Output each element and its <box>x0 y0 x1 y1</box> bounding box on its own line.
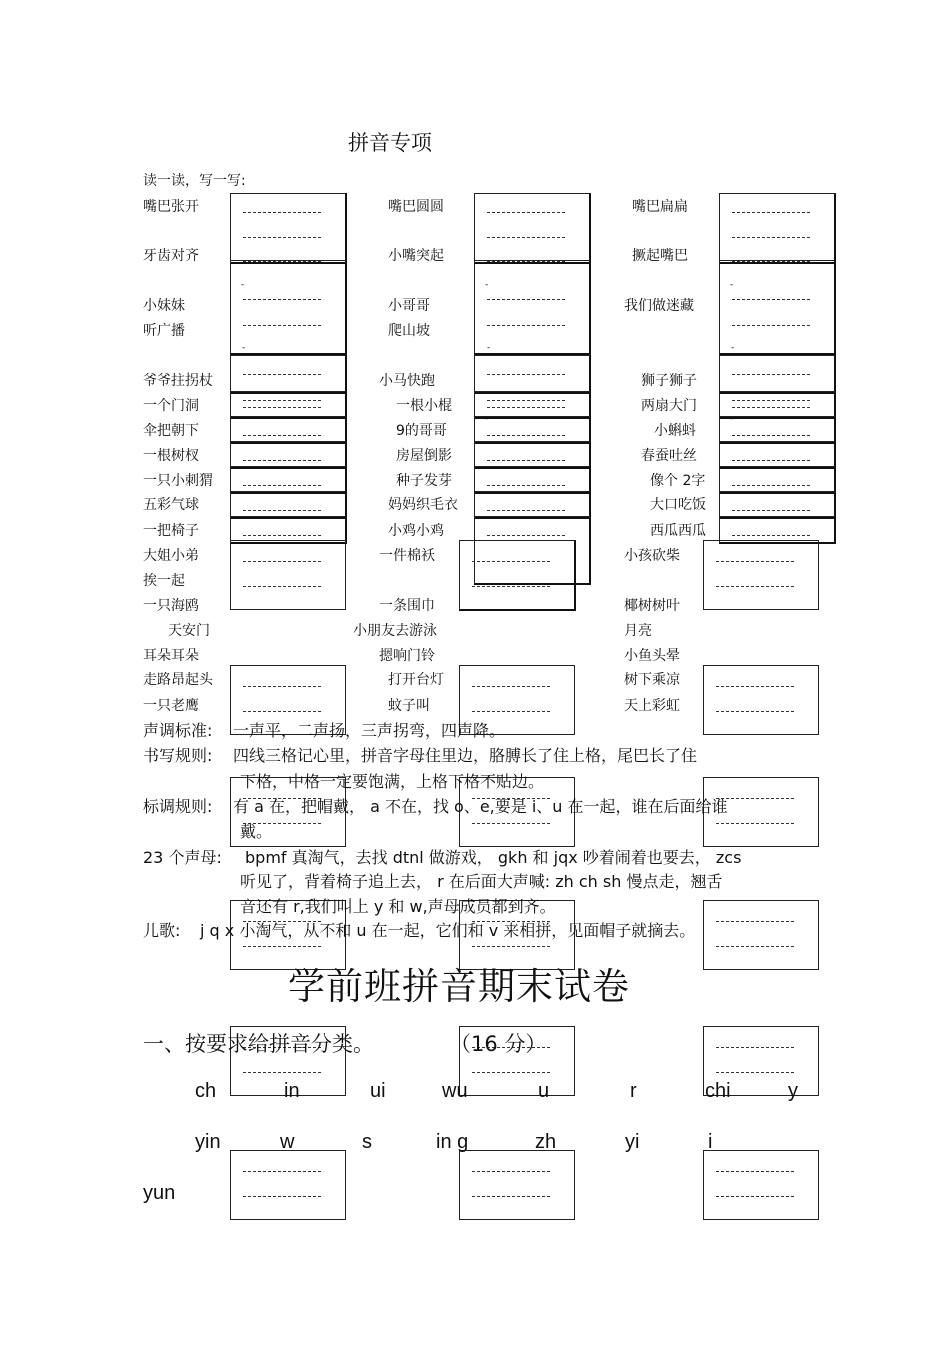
initials-line2: 听见了，背着椅子追上去， r 在后面大声喊: zh ch sh 慢点走，翘舌 <box>240 872 723 891</box>
writing-guide-line <box>732 374 810 375</box>
writing-line2: 下格，中格一定要饱满，上格下格不贴边。 <box>240 772 545 791</box>
writing-box <box>230 193 347 264</box>
writing-box <box>230 391 347 419</box>
writing-box <box>703 540 819 610</box>
writing-box <box>474 260 591 355</box>
word-c1: 一只小刺猬 <box>143 473 213 489</box>
word-c2: 种子发芽 <box>396 473 452 489</box>
writing-box <box>459 540 576 611</box>
word-c3: 狮子狮子 <box>641 373 697 389</box>
word-c1: 牙齿对齐 <box>143 248 199 264</box>
guide-tick-mark: - <box>241 280 245 290</box>
word-c3: 像个 2字 <box>650 473 706 489</box>
word-c1: 天安门 <box>168 623 210 639</box>
writing-guide-line <box>243 686 321 687</box>
word-c1: 一只海鸥 <box>143 598 199 614</box>
writing-box <box>230 416 347 444</box>
pinyin-item: in g <box>436 1131 469 1153</box>
writing-guide-line <box>243 325 321 326</box>
writing-guide-line <box>716 561 794 562</box>
writing-box <box>474 466 591 494</box>
writing-box <box>719 416 836 444</box>
pinyin-item: chi <box>705 1080 731 1102</box>
word-c3: 小孩砍柴 <box>624 548 680 564</box>
writing-guide-line <box>243 400 321 401</box>
pinyin-item: yun <box>143 1182 176 1204</box>
word-c3: 树下乘凉 <box>624 672 680 688</box>
writing-guide-line <box>716 686 794 687</box>
writing-box <box>719 466 836 494</box>
word-c2: 摁响门铃 <box>379 648 435 664</box>
writing-guide-line <box>487 212 565 213</box>
writing-guide-line <box>472 686 550 687</box>
writing-guide-line <box>732 435 810 436</box>
word-c3: 天上彩虹 <box>624 698 680 714</box>
writing-guide-line <box>243 237 321 238</box>
writing-guide-line <box>243 1072 321 1073</box>
word-c2: 房屋倒影 <box>396 448 452 464</box>
writing-box <box>719 193 836 264</box>
writing-guide-line <box>716 1171 794 1172</box>
writing-guide-line <box>716 921 794 922</box>
writing-guide-line <box>732 400 810 401</box>
initials-line1: bpmf 真淘气，去找 dtnl 做游戏， gkh 和 jqx 吵着闹着也要去， zcs <box>245 848 742 867</box>
writing-guide-line <box>243 510 321 511</box>
writing-guide-line <box>243 435 321 436</box>
pinyin-item: in <box>284 1080 300 1102</box>
word-c2: 小哥哥 <box>388 298 430 314</box>
instruction: 读一读，写一写: <box>143 173 246 189</box>
writing-box <box>230 1150 346 1220</box>
tone-text: 一声平，二声扬，三声拐弯，四声降。 <box>233 721 506 740</box>
writing-box <box>703 665 819 735</box>
writing-guide-line <box>243 535 321 536</box>
pinyin-item: yin <box>195 1131 221 1153</box>
writing-box <box>230 355 347 394</box>
word-c2: 爬山坡 <box>388 323 430 339</box>
writing-guide-line <box>472 1072 550 1073</box>
writing-guide-line <box>732 535 810 536</box>
word-c2: 9的哥哥 <box>396 423 447 439</box>
word-c2: 一件棉袄 <box>379 548 435 564</box>
writing-guide-line <box>472 586 550 587</box>
writing-guide-line <box>716 711 794 712</box>
writing-guide-line <box>716 946 794 947</box>
word-c3: 两扇大门 <box>641 398 697 414</box>
writing-guide-line <box>716 1196 794 1197</box>
pinyin-item: u <box>538 1080 550 1102</box>
writing-guide-line <box>487 237 565 238</box>
pinyin-item: yi <box>625 1131 640 1153</box>
writing-guide-line <box>243 407 321 408</box>
word-c1: 五彩气球 <box>143 497 199 513</box>
word-c1: 爷爷拄拐杖 <box>143 373 213 389</box>
word-c1: 一根树杈 <box>143 448 199 464</box>
writing-box <box>703 1150 819 1220</box>
writing-guide-line <box>732 460 810 461</box>
pinyin-item: ui <box>370 1080 386 1102</box>
writing-guide-line <box>487 535 565 536</box>
writing-label: 书写规则: <box>143 746 213 765</box>
writing-guide-line <box>243 586 321 587</box>
word-c2: 小鸡小鸡 <box>388 523 444 539</box>
writing-guide-line <box>487 435 565 436</box>
word-c1: 一只老鹰 <box>143 698 199 714</box>
exam-title: 学前班拼音期末试卷 <box>288 965 630 1008</box>
writing-box <box>474 355 591 394</box>
writing-guide-line <box>732 485 810 486</box>
writing-guide-line <box>243 212 321 213</box>
word-c3: 西瓜西瓜 <box>650 523 706 539</box>
writing-guide-line <box>243 299 321 300</box>
writing-box <box>474 391 591 419</box>
writing-guide-line <box>716 1072 794 1073</box>
word-c2: 妈妈织毛衣 <box>388 497 458 513</box>
word-c3: 月亮 <box>624 623 652 639</box>
word-c1: 大姐小弟 <box>143 548 199 564</box>
writing-guide-line <box>716 586 794 587</box>
guide-tick-mark: - <box>487 343 491 353</box>
word-c1: 挨一起 <box>143 573 185 589</box>
word-c3: 椰树树叶 <box>624 598 680 614</box>
writing-guide-line <box>487 400 565 401</box>
pinyin-item: zh <box>535 1131 557 1153</box>
writing-guide-line <box>732 237 810 238</box>
song-text: j q x 小淘气，从不和 u 在一起，它们和 v 来相拼，见面帽子就摘去。 <box>200 921 696 940</box>
writing-guide-line <box>732 407 810 408</box>
initials-line3: 音还有 r,我们叫上 y 和 w,声母成员都到齐。 <box>240 897 556 916</box>
writing-guide-line <box>243 1171 321 1172</box>
writing-guide-line <box>472 561 550 562</box>
writing-box <box>719 391 836 419</box>
pinyin-item: ch <box>195 1080 217 1102</box>
marking-line1: 有 a 在，把帽戴， a 不在，找 o、e,要是 i、u 在一起，谁在后面给谁 <box>233 797 728 816</box>
writing-guide-line <box>243 1196 321 1197</box>
writing-box <box>474 416 591 444</box>
writing-guide-line <box>472 1171 550 1172</box>
writing-guide-line <box>487 299 565 300</box>
writing-box <box>703 900 819 970</box>
word-c2: 蚊子叫 <box>388 698 430 714</box>
writing-box <box>719 260 836 355</box>
question1-label: 一、按要求给拼音分类。 <box>143 1032 374 1056</box>
writing-box <box>719 441 836 469</box>
writing-guide-line <box>732 325 810 326</box>
writing-box <box>230 441 347 469</box>
guide-tick-mark: - <box>485 414 489 424</box>
writing-box <box>230 491 347 519</box>
word-c1: 一把椅子 <box>143 523 199 539</box>
pinyin-item: wu <box>442 1080 468 1102</box>
writing-guide-line <box>487 374 565 375</box>
writing-guide-line <box>472 711 550 712</box>
word-c3: 嘴巴扁扁 <box>632 199 688 215</box>
writing-box <box>230 260 347 355</box>
song-label: 儿歌: <box>143 921 181 940</box>
writing-guide-line <box>716 798 794 799</box>
writing-guide-line <box>472 823 550 824</box>
word-c1: 伞把朝下 <box>143 423 199 439</box>
writing-box <box>474 193 591 264</box>
guide-tick-mark: - <box>731 343 735 353</box>
word-c3: 小鱼头晕 <box>624 648 680 664</box>
pinyin-item: r <box>630 1080 637 1102</box>
writing-box <box>459 1150 575 1220</box>
word-c1: 一个门洞 <box>143 398 199 414</box>
writing-guide-line <box>243 485 321 486</box>
writing-guide-line <box>732 212 810 213</box>
writing-guide-line <box>243 946 321 947</box>
writing-guide-line <box>487 325 565 326</box>
pinyin-item: w <box>280 1131 295 1153</box>
word-c2: 一根小棍 <box>396 398 452 414</box>
word-c1: 听广播 <box>143 323 185 339</box>
word-c2: 一条围巾 <box>379 598 435 614</box>
word-c3: 我们做迷藏 <box>624 298 694 314</box>
writing-guide-line <box>243 460 321 461</box>
word-c3: 小蝌蚪 <box>654 423 696 439</box>
tone-label: 声调标准: <box>143 721 213 740</box>
section-title: 拼音专项 <box>348 131 432 155</box>
word-c3: 撅起嘴巴 <box>632 248 688 264</box>
writing-guide-line <box>487 460 565 461</box>
writing-guide-line <box>243 561 321 562</box>
writing-guide-line <box>716 1047 794 1048</box>
writing-box <box>474 441 591 469</box>
writing-box <box>474 491 591 519</box>
pinyin-item: i <box>708 1131 713 1153</box>
guide-tick-mark: - <box>242 343 246 353</box>
writing-guide-line <box>732 510 810 511</box>
writing-box <box>719 355 836 394</box>
writing-guide-line <box>487 510 565 511</box>
marking-label: 标调规则: <box>143 797 213 816</box>
writing-line1: 四线三格记心里，拼音字母住里边，胳膊长了住上格，尾巴长了住 <box>233 746 698 765</box>
writing-guide-line <box>243 711 321 712</box>
writing-guide-line <box>487 407 565 408</box>
writing-guide-line <box>472 946 550 947</box>
writing-guide-line <box>243 374 321 375</box>
word-c2: 小朋友去游泳 <box>353 623 437 639</box>
pinyin-item: y <box>788 1080 798 1102</box>
initials-label: 23 个声母: <box>143 848 222 867</box>
guide-tick-mark: - <box>730 280 734 290</box>
word-c2: 打开台灯 <box>388 672 444 688</box>
writing-guide-line <box>716 823 794 824</box>
writing-box <box>230 466 347 494</box>
writing-box <box>230 540 346 610</box>
word-c1: 嘴巴张开 <box>143 199 199 215</box>
writing-guide-line <box>732 299 810 300</box>
word-c1: 走路昂起头 <box>143 672 213 688</box>
writing-box <box>719 491 836 519</box>
word-c1: 小妹妹 <box>143 298 185 314</box>
word-c1: 耳朵耳朵 <box>143 648 199 664</box>
pinyin-item: s <box>362 1131 372 1153</box>
writing-guide-line <box>487 485 565 486</box>
marking-line2: 戴。 <box>240 822 273 841</box>
word-c2: 小马快跑 <box>379 373 435 389</box>
writing-guide-line <box>472 1196 550 1197</box>
word-c2: 嘴巴圆圆 <box>388 199 444 215</box>
word-c3: 春蚕吐丝 <box>641 448 697 464</box>
word-c2: 小嘴突起 <box>388 248 444 264</box>
guide-tick-mark: - <box>485 280 489 290</box>
guide-tick-mark: - <box>730 414 734 424</box>
word-c3: 大口吃饭 <box>650 497 706 513</box>
question1-score: （16 分） <box>450 1032 547 1056</box>
